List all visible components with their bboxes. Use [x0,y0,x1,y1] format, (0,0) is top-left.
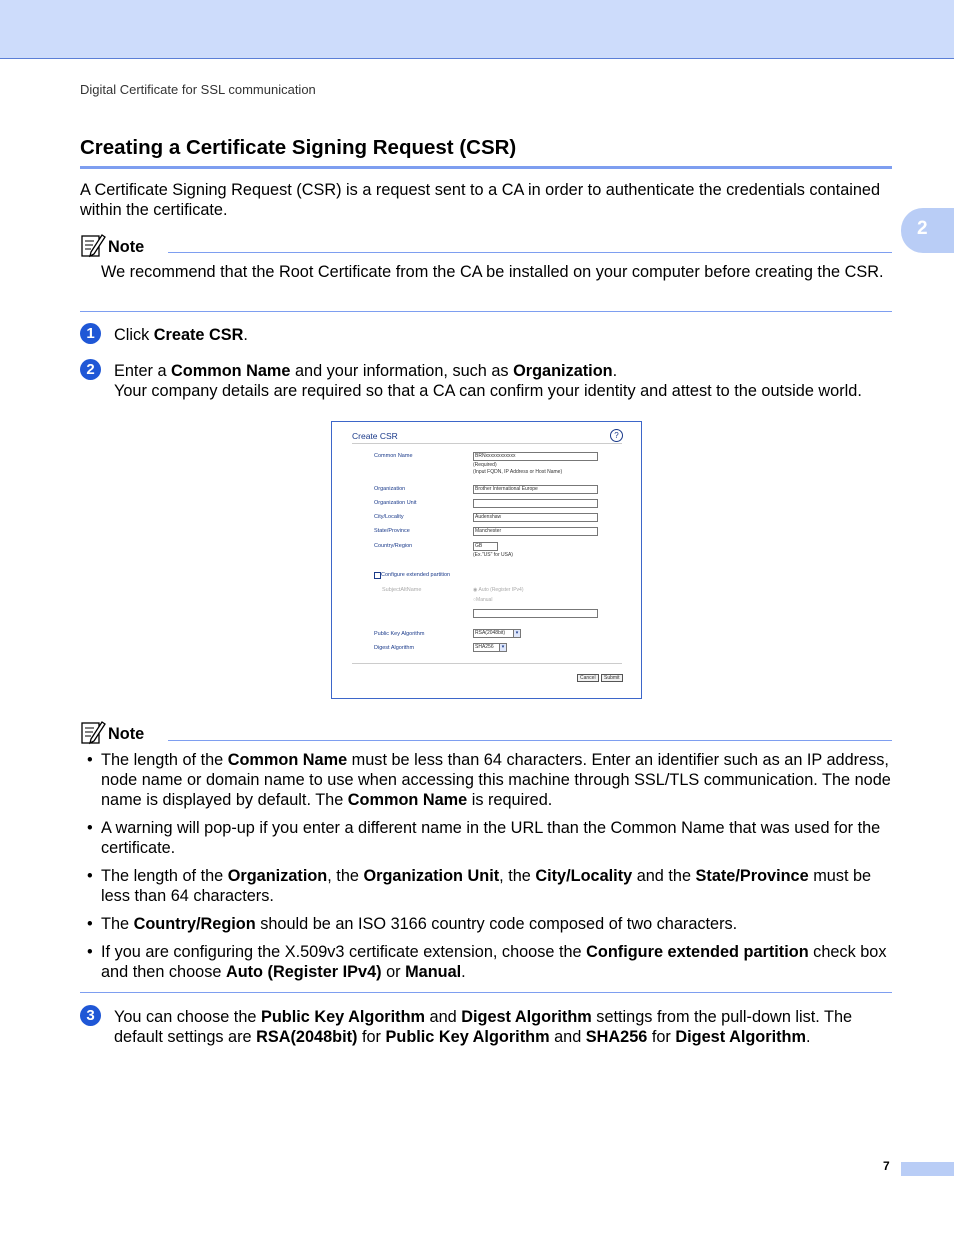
public-key-algorithm-label: Public Key Algorithm [374,631,425,637]
country-input[interactable]: GB [473,542,498,551]
note-heading [80,719,144,745]
digest-algorithm-label: Digest Algorithm [374,645,415,651]
list-item: • The length of the Common Name must be less than 64 characters. Enter an identifier such as an IP address, node name or domain name to use when accessing this machine through SSL/TLS communication. The node name is displayed by default. The Common Name is required. [88,750,892,810]
manual-option[interactable]: ○Manual [473,597,493,603]
step-number-2: 2 [80,359,101,380]
chapter-tab [901,208,954,253]
city-label: City/Locality [374,514,404,520]
note-label: Note [108,238,145,256]
state-label: State/Province [374,528,410,534]
list-item: • If you are configuring the X.509v3 certificate extension, choose the Configure extended partition check box and then choose Auto (Register IPv4) or Manual. [88,942,892,982]
city-input[interactable]: Audenshaw [473,513,598,522]
intro-paragraph: A Certificate Signing Request (CSR) is a request sent to a CA in order to authenticate the credentials contained within the certificate. [80,181,881,219]
note-heading [80,232,144,258]
state-input[interactable]: Manchester [473,527,598,536]
list-item: • A warning will pop-up if you enter a different name in the URL than the Common Name that was used for the certificate. [88,818,892,858]
san-manual-input[interactable] [473,609,598,618]
country-hint: (Ex."US" for USA) [473,552,513,558]
note-rule [168,740,892,741]
section-heading: Creating a Certificate Signing Request (CSR) [80,136,517,159]
digest-algorithm-select[interactable]: SHA256 ▾ [473,643,507,652]
create-csr-screenshot [331,421,642,699]
common-name-input[interactable]: BRNxxxxxxxxxxxx [473,452,598,461]
step-2-text: Enter a Common Name and your information, such as Organization. Your company details are required so that a CA can confirm your identity and attest to the outside world. [114,362,862,400]
header-band [0,0,954,59]
note-pencil-icon [80,719,106,745]
step-3-text: You can choose the Public Key Algorithm and Digest Algorithm settings from the pull-down list. The default settings are RSA(2048bit) for Public Key Algorithm and SHA256 for Digest Algorithm. [114,1008,853,1046]
country-label: Country/Region [374,543,413,549]
common-name-hint-required: (Required) [473,462,497,468]
chapter-number: 2 [917,218,928,239]
chevron-down-icon: ▾ [513,630,520,637]
note-pencil-icon [80,232,106,258]
list-item: • The Country/Region should be an ISO 3166 country code composed of two characters. [88,914,892,934]
divider [352,663,622,664]
step-number-1: 1 [80,323,101,344]
note-rule [168,252,892,253]
extended-partition-label: Configure extended partition [381,572,451,578]
note-text: We recommend that the Root Certificate from the CA be installed on your computer before creating the CSR. [101,263,884,281]
help-icon[interactable]: ? [610,429,623,442]
list-item: • The length of the Organization, the Organization Unit, the City/Locality and the State/Province must be less than 64 characters. [88,866,892,906]
san-label: SubjectAltName [382,587,422,593]
organization-label: Organization [374,486,406,492]
submit-button[interactable]: Submit [601,674,623,682]
organization-input[interactable]: Brother International Europe [473,485,598,494]
step-number-3: 3 [80,1005,101,1026]
note-end-rule [80,992,892,993]
org-unit-input[interactable] [473,499,598,508]
cancel-button[interactable]: Cancel [577,674,599,682]
heading-rule [80,166,892,169]
org-unit-label: Organization Unit [374,500,417,506]
chevron-down-icon: ▾ [499,644,506,651]
extended-partition-checkbox[interactable] [374,572,381,579]
running-header: Digital Certificate for SSL communication [80,82,316,97]
auto-register-option[interactable]: ◉ Auto (Register IPv4) [473,587,524,593]
common-name-label: Common Name [374,453,413,459]
csr-title: Create CSR [352,431,398,441]
note-bullet-list [88,750,892,990]
common-name-hint-format: (Input FQDN, IP Address or Host Name) [473,469,563,475]
public-key-algorithm-select[interactable]: RSA(2048bit) ▾ [473,629,521,638]
note-label: Note [108,725,145,743]
note-end-rule [80,311,892,312]
page-number: 7 [883,1159,890,1173]
page-number-bar [901,1162,954,1176]
divider [352,443,622,444]
step-1-text: Click Create CSR. [114,326,248,344]
